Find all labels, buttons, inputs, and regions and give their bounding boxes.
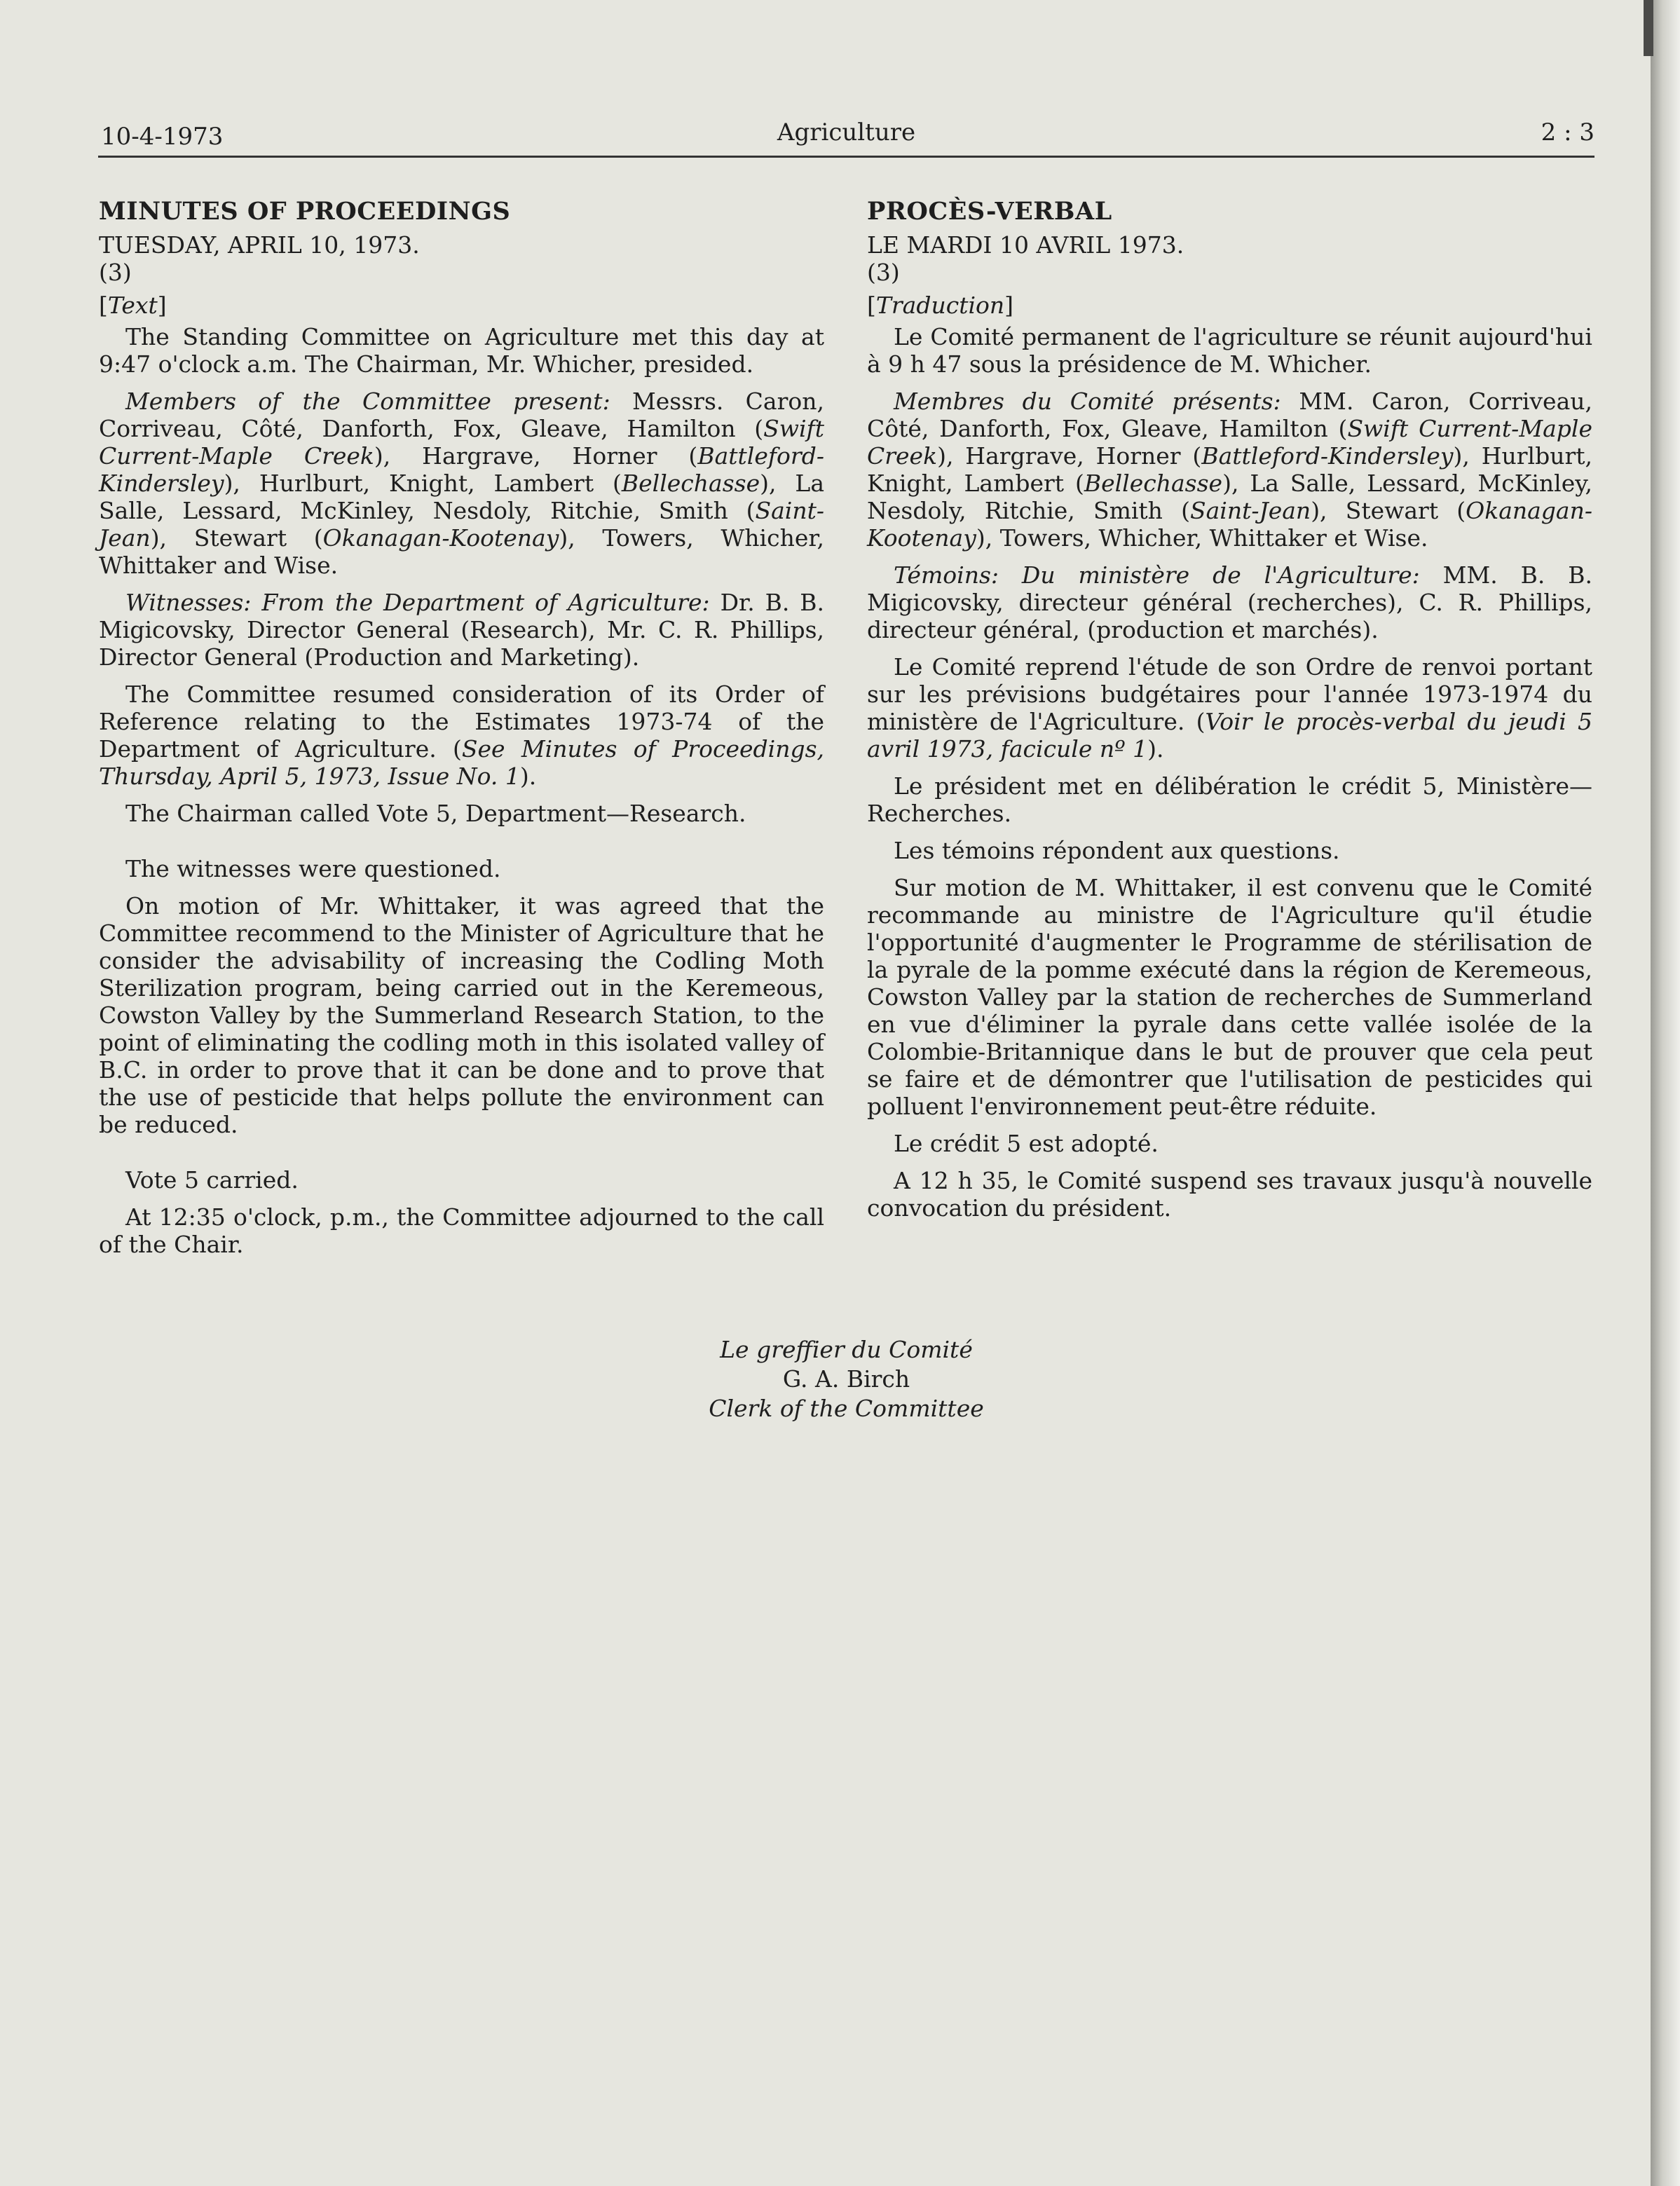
english-witnesses: Witnesses: From the Department of Agriculture: Dr. B. B. Migicovsky, Director General (Research), Mr. C. R. Phillips, Director General (Production and Marketing). [99, 589, 825, 671]
french-column [867, 196, 1592, 1231]
french-vote-called: Le président met en délibération le crédit 5, Ministère—Recherches. [867, 772, 1592, 827]
french-motion: Sur motion de M. Whittaker, il est convenu que le Comité recommande au ministre de l'Agriculture qu'il étudie l'opportunité d'augmenter le Programme de stérilisation de la pyrale de la pomme exécuté dans la région de Keremeous, Cowston Valley par la station de recherches de Summerland en vue d'éliminer la pyrale dans cette vallée isolée de la Colombie-Britannique dans le but de prouver que cela peut se faire et de démontrer que l'utilisation de pesticides qui polluent l'environnement peut-être réduite. [867, 874, 1592, 1120]
header-page-number: 2 : 3 [1541, 118, 1594, 146]
english-number: (3) [99, 259, 132, 286]
english-column [99, 196, 824, 1268]
english-order-of-reference: The Committee resumed consideration of its Order of Reference relating to the Estimates 1973-74 of the Department of Agriculture. (See Minutes of Proceedings, Thursday, April 5, 1973, Issue No. 1). [99, 681, 824, 790]
french-opening: Le Comité permanent de l'agriculture se réunit aujourd'hui à 9 h 47 sous la présidence de M. Whicher. [867, 323, 1592, 378]
clerk-title-english: Clerk of the Committee [709, 1395, 984, 1422]
clerk-title-french: Le greffier du Comité [720, 1336, 973, 1363]
page-binding-edge [1651, 0, 1680, 2186]
french-vote-carried: Le crédit 5 est adopté. [894, 1130, 1159, 1157]
english-date: TUESDAY, APRIL 10, 1973. [99, 231, 420, 259]
english-heading: MINUTES OF PROCEEDINGS [99, 197, 511, 226]
page-header [98, 116, 1594, 158]
english-adjourned: At 12:35 o'clock, p.m., the Committee adjourned to the call of the Chair. [99, 1203, 824, 1258]
french-date: LE MARDI 10 AVRIL 1973. [867, 231, 1184, 259]
binding-shadow [1644, 0, 1653, 56]
english-motion: On motion of Mr. Whittaker, it was agreed that the Committee recommend to the Minister of Agriculture that he consider the advisability of increasing the Codling Moth Sterilization program, being carried out in the Keremeous, Cowston Valley by the Summerland Research Station, to the point of eliminating the codling moth in this isolated valley of B.C. in order to prove that it can be done and to prove that the use of pesticide that helps pollute the environment can be reduced. [99, 892, 824, 1138]
english-vote-carried: Vote 5 carried. [125, 1166, 299, 1194]
french-questioned: Les témoins répondent aux questions. [894, 837, 1340, 864]
french-adjourned: A 12 h 35, le Comité suspend ses travaux jusqu'à nouvelle convocation du président. [867, 1167, 1592, 1222]
french-heading: PROCÈS-VERBAL [867, 197, 1112, 226]
english-opening: The Standing Committee on Agriculture met this day at 9:47 o'clock a.m. The Chairman, Mr. Whicher, presided. [99, 323, 824, 378]
header-date: 10-4-1973 [101, 123, 224, 151]
english-tag: [Text] [99, 292, 167, 319]
english-vote-called: The Chairman called Vote 5, Department—Research. [125, 800, 746, 827]
french-tag: [Traduction] [867, 292, 1014, 319]
english-members: Members of the Committee present: Messrs. Caron, Corriveau, Côté, Danforth, Fox, Gleave, Hamilton (Swift Current-Maple Creek), Hargrave, Horner (Battleford-Kindersley), Hurlburt, Knight, Lambert (Bellechasse), La Salle, Lessard, McKinley, Nesdoly, Ritchie, Smith (Saint-Jean), Stewart (Okanagan-Kootenay), Towers, Whicher, Whittaker and Wise. [99, 388, 825, 579]
header-title: Agriculture [777, 118, 916, 146]
french-members: Membres du Comité présents: MM. Caron, Corriveau, Côté, Danforth, Fox, Gleave, Hamilton (Swift Current-Maple Creek), Hargrave, Horner (Battleford-Kindersley), Hurlburt, Knight, Lambert (Bellechasse), La Salle, Lessard, McKinley, Nesdoly, Ritchie, Smith (Saint-Jean), Stewart (Okanagan-Kootenay), Towers, Whicher, Whittaker et Wise. [867, 388, 1593, 552]
french-order-of-reference: Le Comité reprend l'étude de son Ordre de renvoi portant sur les prévisions budgétaires pour l'année 1973-1974 du ministère de l'Agriculture. (Voir le procès-verbal du jeudi 5 avril 1973, facicule nº 1). [867, 653, 1592, 763]
french-witnesses: Témoins: Du ministère de l'Agriculture: MM. B. B. Migicovsky, directeur général (recherches), C. R. Phillips, directeur général, (production et marchés). [867, 561, 1592, 643]
french-number: (3) [867, 259, 900, 286]
clerk-name: G. A. Birch [782, 1365, 910, 1393]
english-questioned: The witnesses were questioned. [125, 855, 501, 882]
header-rule [98, 156, 1594, 158]
signature-block [98, 1335, 1594, 1423]
